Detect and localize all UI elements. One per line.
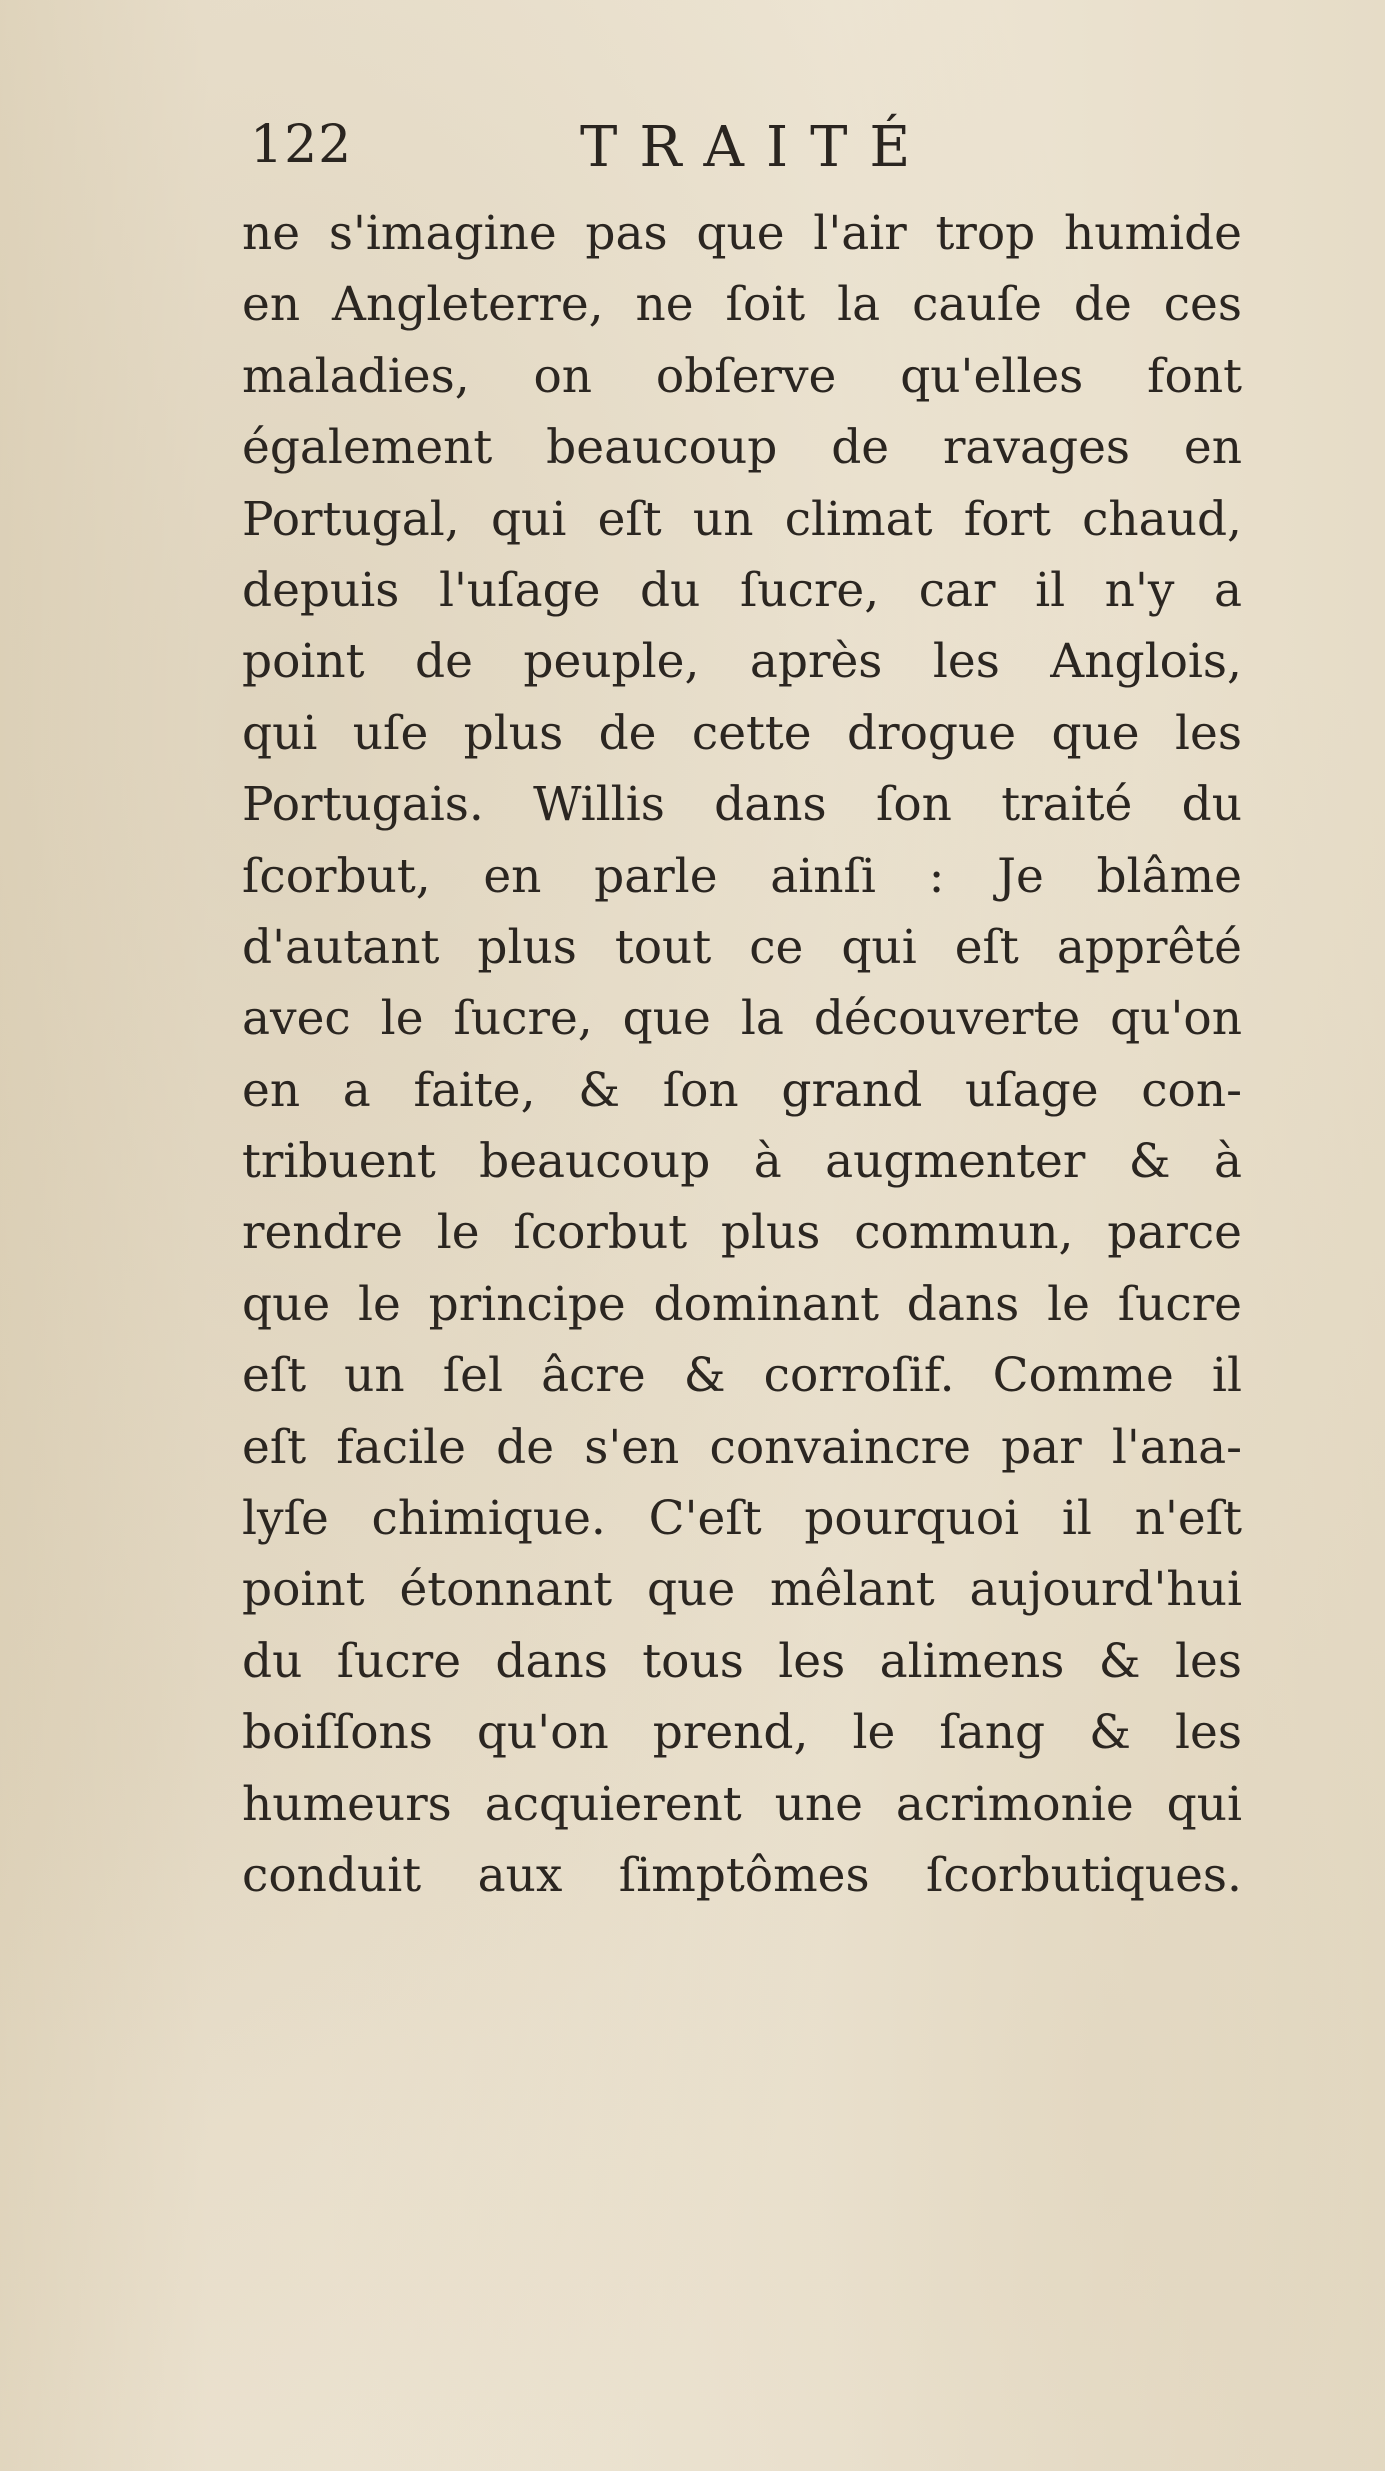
- text-line: lyſe chimique. C'eſt pourquoi il n'eſt: [242, 1491, 1242, 1547]
- page-header: [250, 115, 1150, 185]
- text-line: rendre le ſcorbut plus commun, parce: [242, 1205, 1242, 1261]
- text-line: eſt facile de s'en convaincre par l'ana-: [242, 1419, 1242, 1475]
- page-number: 122: [250, 115, 353, 175]
- body-text: [242, 198, 1242, 1911]
- text-line: humeurs acquierent une acrimonie qui: [242, 1776, 1242, 1832]
- text-line: d'autant plus tout ce qui eſt apprêté: [242, 919, 1242, 975]
- text-line: depuis l'uſage du ſucre, car il n'y a: [242, 562, 1242, 618]
- text-line: ne s'imagine pas que l'air trop humide: [242, 206, 1242, 261]
- text-line: point étonnant que mêlant aujourd'hui: [242, 1562, 1242, 1618]
- text-line: maladies, on obſerve qu'elles font: [242, 348, 1242, 404]
- text-line: en Angleterre, ne ſoit la cauſe de ces: [242, 277, 1242, 333]
- text-line: Portugais. Willis dans ſon traité du: [242, 777, 1242, 833]
- text-line: Portugal, qui eſt un climat fort chaud,: [242, 491, 1242, 547]
- text-line: boiſſons qu'on prend, le ſang & les: [242, 1705, 1242, 1761]
- text-line: que le principe dominant dans le ſucre: [242, 1276, 1242, 1332]
- text-line: également beaucoup de ravages en: [242, 420, 1242, 476]
- text-line: en a faite, & ſon grand uſage con-: [242, 1062, 1242, 1118]
- text-line: tribuent beaucoup à augmenter & à: [242, 1134, 1242, 1190]
- text-line: du ſucre dans tous les alimens & les: [242, 1633, 1242, 1689]
- text-line: point de peuple, après les Anglois,: [242, 634, 1242, 690]
- text-line: qui uſe plus de cette drogue que les: [242, 705, 1242, 761]
- running-head: TRAITÉ: [580, 115, 933, 180]
- text-line: eſt un ſel âcre & corroſif. Comme il: [242, 1348, 1242, 1404]
- text-line: ſcorbut, en parle ainſi : Je blâme: [242, 848, 1242, 904]
- text-line: avec le ſucre, que la découverte qu'on: [242, 991, 1242, 1047]
- text-line: conduit aux ſimptômes ſcorbutiques.: [242, 1847, 1242, 1903]
